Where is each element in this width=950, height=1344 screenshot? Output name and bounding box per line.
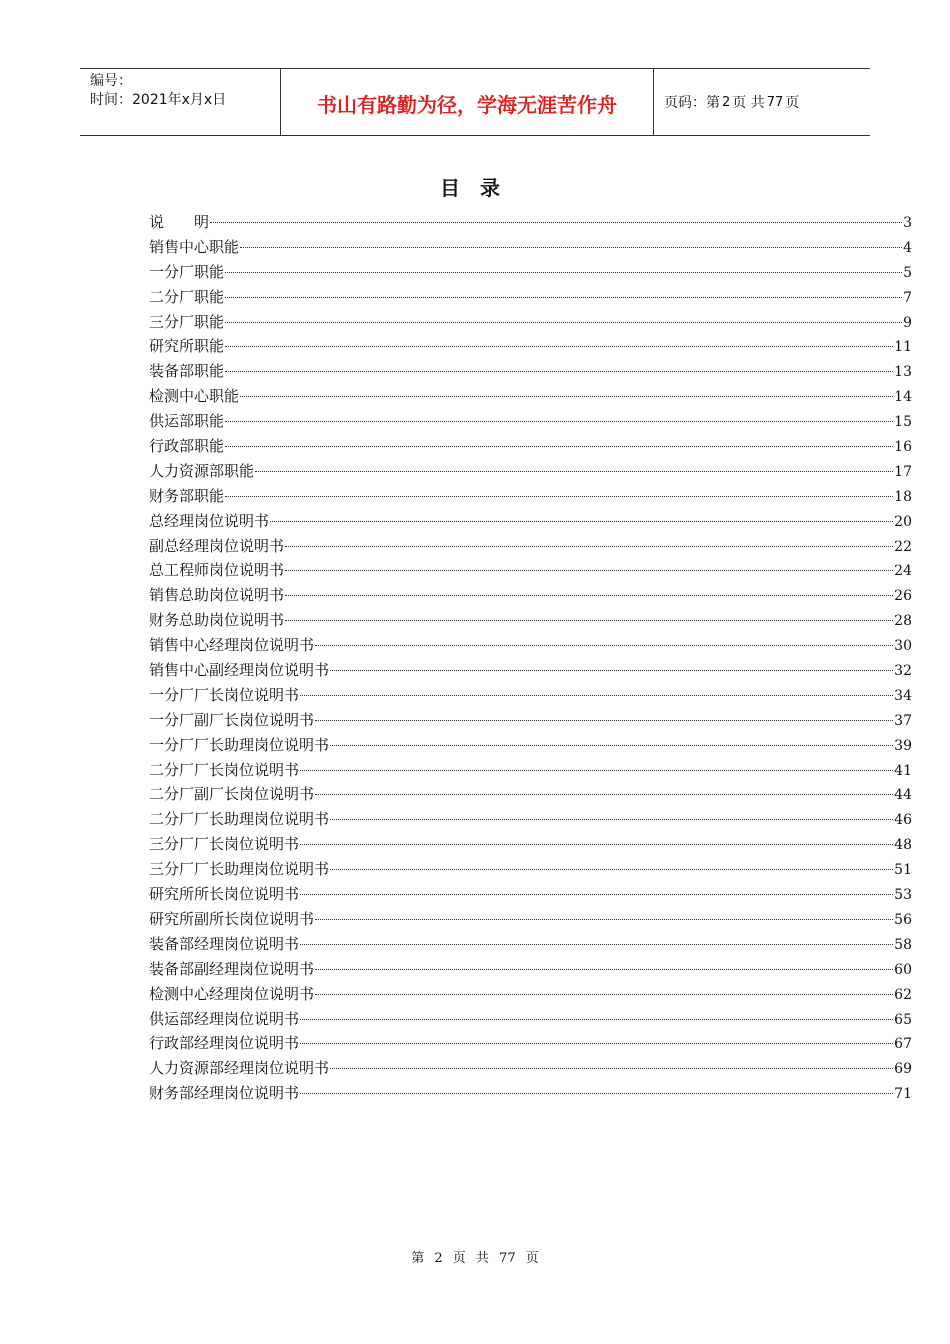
toc-entry-page: 20 [894,513,912,530]
toc-entry-page: 28 [894,613,912,630]
toc-entry-page: 30 [894,638,912,655]
toc-entry-page: 32 [894,663,912,680]
toc-leader-dots [300,695,893,696]
toc-entry-page: 5 [903,264,912,281]
time-label: 时间：2021年x月x日 [90,92,227,108]
toc-entry[interactable] [149,310,912,335]
page-suffix: 页 [785,95,800,111]
toc-entry[interactable] [149,235,912,260]
toc-leader-dots [315,919,893,920]
toc-entry-page: 60 [894,961,912,978]
page-total: 77 [766,94,784,110]
toc-entry-label: 装备部经理岗位说明书 [149,934,300,953]
toc-leader-dots [330,745,893,746]
toc-entry-label: 说 明 [149,213,210,231]
toc-entry-label: 三分厂职能 [149,312,225,331]
toc-leader-dots [225,346,893,347]
toc-entry[interactable] [149,782,912,807]
toc-entry-page: 26 [894,588,912,605]
toc-entry[interactable] [149,907,912,932]
toc-entry-page: 13 [894,364,912,381]
toc-leader-dots [285,595,893,596]
toc-entry-page: 51 [894,862,912,879]
toc-entry-label: 副总经理岗位说明书 [149,536,285,555]
toc-entry-page: 58 [894,936,912,953]
toc-entry-page: 39 [894,737,912,754]
toc-entry[interactable] [149,434,912,459]
toc-entry[interactable] [149,882,912,907]
toc-entry[interactable] [149,832,912,857]
toc-leader-dots [300,770,893,771]
toc-entry-label: 销售中心职能 [149,237,240,256]
toc-leader-dots [270,521,893,522]
toc-entry-label: 一分厂副厂长岗位说明书 [149,710,315,729]
page-prefix: 页码：第 [664,95,720,111]
toc-entry-page: 71 [894,1086,912,1103]
toc-leader-dots [330,819,893,820]
toc-leader-dots [300,1043,893,1044]
toc-leader-dots [225,371,893,372]
toc-entry[interactable] [149,534,912,559]
toc-entry[interactable] [149,359,912,384]
toc-leader-dots [225,446,893,447]
toc-leader-dots [255,471,893,472]
toc-entry-label: 销售中心副经理岗位说明书 [149,661,330,680]
toc-entry-label: 二分厂厂长助理岗位说明书 [149,810,330,829]
toc-leader-dots [315,794,893,795]
toc-entry-page: 44 [894,787,912,804]
toc-leader-dots [285,546,893,547]
toc-entry[interactable] [149,733,912,758]
toc-leader-dots [300,894,893,895]
toc-entry-label: 装备部副经理岗位说明书 [149,959,315,978]
page-current: 2 [722,94,731,110]
toc-entry-page: 69 [894,1061,912,1078]
header-meta [80,69,281,135]
toc-entry-page: 3 [903,215,912,231]
toc-entry-page: 48 [894,837,912,854]
toc-entry-label: 财务部职能 [149,486,225,505]
toc-entry-page: 37 [894,712,912,729]
toc-list [149,210,912,1106]
toc-entry-page: 18 [894,488,912,505]
toc-entry-page: 22 [894,538,912,555]
toc-entry[interactable] [149,932,912,957]
toc-leader-dots [240,396,893,397]
toc-leader-dots [240,247,902,248]
toc-leader-dots [315,969,893,970]
toc-entry[interactable] [149,1031,912,1056]
toc-entry[interactable] [149,683,912,708]
toc-entry[interactable] [149,758,912,783]
toc-entry-label: 人力资源部经理岗位说明书 [149,1059,330,1078]
toc-entry-label: 供运部经理岗位说明书 [149,1009,300,1028]
toc-entry-page: 65 [894,1011,912,1028]
toc-entry[interactable] [149,558,912,583]
toc-leader-dots [225,496,893,497]
toc-entry-page: 15 [894,414,912,431]
toc-entry-label: 三分厂厂长岗位说明书 [149,835,300,854]
toc-leader-dots [330,869,893,870]
toc-entry[interactable] [149,1056,912,1081]
toc-entry[interactable] [149,509,912,534]
toc-entry[interactable] [149,633,912,658]
toc-entry-label: 总经理岗位说明书 [149,511,270,530]
toc-entry[interactable] [149,658,912,683]
toc-entry-page: 7 [903,289,912,306]
header-page-info [654,69,870,135]
toc-entry-label: 一分厂厂长助理岗位说明书 [149,735,330,754]
toc-leader-dots [300,1019,893,1020]
toc-entry-page: 56 [894,911,912,928]
toc-leader-dots [315,645,893,646]
toc-entry[interactable] [149,957,912,982]
toc-entry-label: 一分厂职能 [149,262,225,281]
toc-entry-page: 46 [894,812,912,829]
toc-entry-label: 供运部职能 [149,412,225,431]
toc-entry[interactable] [149,260,912,285]
toc-leader-dots [300,1093,893,1094]
toc-entry-label: 销售中心经理岗位说明书 [149,636,315,655]
toc-entry-page: 67 [894,1036,912,1053]
toc-entry-label: 行政部职能 [149,437,225,456]
toc-entry-page: 11 [894,339,912,356]
toc-entry[interactable] [149,1007,912,1032]
toc-leader-dots [330,670,893,671]
toc-entry-label: 检测中心职能 [149,387,240,406]
toc-entry-label: 二分厂副厂长岗位说明书 [149,785,315,804]
toc-leader-dots [225,297,902,298]
header-slogan: 书山有路勤为径，学海无涯苦作舟 [281,69,654,135]
toc-entry-page: 62 [894,986,912,1003]
page-footer: 第 2 页 共 77 页 [411,1251,539,1266]
toc-title: 目录 [440,176,520,200]
toc-entry-label: 总工程师岗位说明书 [149,561,285,580]
toc-entry-label: 财务部经理岗位说明书 [149,1084,300,1103]
toc-leader-dots [225,322,902,323]
toc-entry[interactable] [149,210,912,235]
toc-leader-dots [300,844,893,845]
toc-entry[interactable] [149,807,912,832]
toc-leader-dots [315,994,893,995]
toc-leader-dots [285,620,893,621]
toc-leader-dots [225,272,902,273]
toc-entry-label: 人力资源部职能 [149,461,255,480]
toc-leader-dots [285,570,893,571]
toc-entry[interactable] [149,583,912,608]
toc-entry-label: 财务总助岗位说明书 [149,611,285,630]
toc-entry[interactable] [149,459,912,484]
toc-entry[interactable] [149,608,912,633]
toc-entry-label: 二分厂职能 [149,287,225,306]
number-label: 编号： [90,73,132,89]
toc-entry-label: 行政部经理岗位说明书 [149,1034,300,1053]
toc-entry-page: 9 [903,314,912,331]
toc-entry-page: 34 [894,687,912,704]
toc-entry[interactable] [149,708,912,733]
toc-leader-dots [330,1068,893,1069]
toc-entry-page: 17 [894,463,912,480]
toc-entry-page: 14 [894,389,912,406]
toc-entry-label: 三分厂厂长助理岗位说明书 [149,860,330,879]
toc-leader-dots [300,944,893,945]
toc-entry-page: 53 [894,887,912,904]
toc-entry-label: 销售总助岗位说明书 [149,586,285,605]
toc-entry[interactable] [149,1081,912,1106]
toc-entry-label: 检测中心经理岗位说明书 [149,984,315,1003]
toc-entry[interactable] [149,285,912,310]
toc-entry[interactable] [149,334,912,359]
toc-entry-label: 二分厂厂长岗位说明书 [149,760,300,779]
toc-entry-label: 研究所所长岗位说明书 [149,885,300,904]
toc-entry[interactable] [149,982,912,1007]
toc-entry[interactable] [149,409,912,434]
toc-entry-page: 41 [894,762,912,779]
page-mid: 页 共 [732,95,765,111]
toc-entry-page: 24 [894,563,912,580]
toc-entry-page: 4 [903,239,912,256]
toc-leader-dots [210,222,902,223]
toc-entry[interactable] [149,857,912,882]
page-header [80,68,870,136]
toc-entry[interactable] [149,484,912,509]
toc-leader-dots [225,421,893,422]
toc-entry[interactable] [149,384,912,409]
toc-leader-dots [315,720,893,721]
toc-entry-label: 装备部职能 [149,362,225,381]
toc-entry-label: 研究所副所长岗位说明书 [149,909,315,928]
toc-entry-page: 16 [894,439,912,456]
toc-entry-label: 研究所职能 [149,337,225,356]
toc-entry-label: 一分厂厂长岗位说明书 [149,685,300,704]
